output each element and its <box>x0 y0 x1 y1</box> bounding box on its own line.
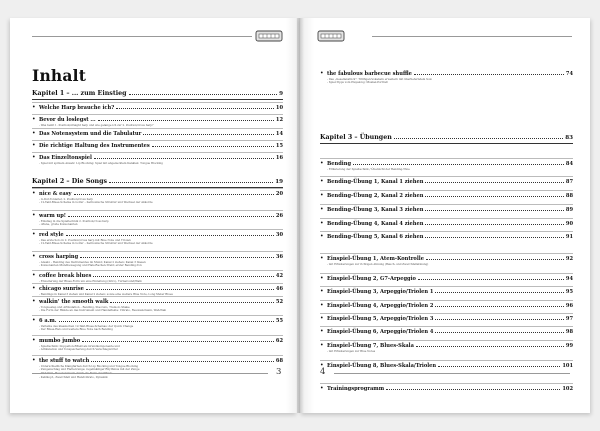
toc-title: Bending <box>327 161 352 167</box>
toc-title: Einspiel-Übung 3, Arpeggio/Triolen 1 <box>327 289 434 295</box>
toc-title: Bending-Übung 3, Kanal 3 ziehen <box>327 207 424 213</box>
dot-leader <box>386 388 560 390</box>
toc-page-number: 19 <box>275 179 283 185</box>
divider <box>320 340 573 341</box>
dot-leader <box>414 73 564 75</box>
toc-page-number: 20 <box>275 191 283 197</box>
left-page <box>10 18 297 413</box>
toc-page-number: 102 <box>562 386 573 392</box>
bullet-icon: • <box>320 288 324 295</box>
toc-page-number: 87 <box>565 179 573 185</box>
toc-page-number: 30 <box>275 232 283 238</box>
chapter-rule <box>320 143 573 144</box>
divider <box>320 190 573 191</box>
toc-title: Einspiel-Übung 4, Arpeggio/Triolen 2 <box>327 303 434 309</box>
harmonica-icon <box>316 27 346 45</box>
bullet-icon: • <box>320 70 324 77</box>
toc-subtitle: - 12-Takt-Blues-Schema in G-Dur – harmonische Struktur und Wechsel der Akkorde <box>39 241 153 246</box>
toc-entry[interactable] <box>320 234 573 240</box>
toc-subtitle: - Wah-Wah, Resonanzraum durch die Form der Hände <box>39 370 113 375</box>
toc-subtitle: - Das erste Solo in 2. Position/cross harp mit Blue Note und Triolen <box>39 237 131 242</box>
dot-leader <box>425 209 563 211</box>
bullet-icon: • <box>320 328 324 335</box>
dot-leader <box>394 137 563 139</box>
toc-subtitle: - Zungenschlag und Flatterzunge; regelmäßiger Rhythmus mit der Zunge <box>39 367 140 372</box>
toc-title: Bending-Übung 2, Kanal 2 ziehen <box>327 193 424 199</box>
toc-page-number: 42 <box>275 273 283 279</box>
dot-leader <box>418 278 564 280</box>
divider <box>32 152 283 153</box>
divider <box>320 231 573 232</box>
page-number: 4 <box>320 367 326 377</box>
divider <box>32 315 283 316</box>
dot-leader <box>82 340 274 342</box>
toc-title: warm up! <box>39 213 67 219</box>
divider <box>320 326 573 327</box>
toc-subtitle: - Was heißt 1. Position/straight harp und wie gelange ich zur 2. Position/cross harp? <box>39 122 154 127</box>
toc-title: Die richtige Haltung des Instrumentes <box>39 143 150 149</box>
dot-leader <box>129 93 278 95</box>
bullet-icon: • <box>32 130 36 137</box>
divider <box>320 313 573 314</box>
bullet-icon: • <box>32 190 36 197</box>
toc-page-number: 26 <box>275 213 283 219</box>
toc-entry[interactable] <box>32 131 283 137</box>
toc-subtitle: - Tongueslap und Artikulation – Bending, Staccato, Tremolo Shake <box>39 304 130 309</box>
toc-title: Kapitel 3 – Übungen <box>320 134 392 141</box>
toc-subtitle: - Spieltechnik: Doppelton-Effekt als Grundkomponente und <box>39 343 120 348</box>
toc-chapter[interactable] <box>32 91 283 98</box>
dot-leader <box>116 107 274 109</box>
toc-page-number: 16 <box>275 155 283 161</box>
toc-title: coffee break blues <box>39 273 92 279</box>
dot-leader <box>152 145 274 147</box>
bullet-icon: • <box>32 357 36 364</box>
toc-title: Bending-Übung 1, Kanal 1 ziehen <box>327 179 424 185</box>
toc-subtitle: - Artikulation und Tonspeicherung durch Verschlagwörter <box>39 347 118 352</box>
divider <box>32 188 283 189</box>
bullet-icon: • <box>320 220 324 227</box>
dot-leader <box>425 236 563 238</box>
bullet-icon: • <box>320 302 324 309</box>
toc-page-number: 96 <box>565 303 573 309</box>
toc-page-number: 9 <box>279 91 283 97</box>
harmonica-icon <box>254 27 284 45</box>
toc-title: Kapitel 2 – Die Songs <box>32 178 108 185</box>
divider <box>320 360 573 361</box>
dot-leader <box>435 331 564 333</box>
divider <box>32 251 283 252</box>
toc-subtitle: - mit Erläuterungen zur richtigen Atmung (Bauch- und Zwerchfellatmung) <box>327 261 429 266</box>
dot-leader <box>93 275 274 277</box>
dot-leader <box>66 234 274 236</box>
toc-entry[interactable] <box>320 329 573 335</box>
divider <box>32 128 283 129</box>
bullet-icon: • <box>320 275 324 282</box>
bullet-icon: • <box>32 272 36 279</box>
toc-title: Einspiel-Übung 1, Atem-Kontrolle <box>327 256 424 262</box>
toc-subtitle: - Erweiterung der Blues-Form um eine Einleitung (Intro), Turnaround/Walk <box>39 278 142 283</box>
divider <box>320 176 573 177</box>
divider <box>32 283 283 284</box>
bullet-icon: • <box>32 231 36 238</box>
toc-page-number: 92 <box>565 256 573 262</box>
dot-leader <box>425 223 563 225</box>
toc-page-number: 52 <box>275 299 283 305</box>
toc-title: Bending-Übung 4, Kanal 4 ziehen <box>327 221 424 227</box>
divider <box>32 335 283 336</box>
bullet-icon: • <box>320 160 324 167</box>
dot-leader <box>435 318 564 320</box>
dot-leader <box>91 360 274 362</box>
dot-leader <box>109 181 273 183</box>
divider <box>32 296 283 297</box>
toc-title: Welche Harp brauche ich? <box>39 105 115 111</box>
toc-subtitle: - Die Form der Hände an das Instrument und Handeffekte: Vibrato, Resonanzraum, Wah-Wah <box>39 308 167 313</box>
toc-entry[interactable] <box>320 179 573 185</box>
divider <box>32 355 283 356</box>
toc-subtitle: - Spiel-Tipps vom Playalong: Muskel-Portrait <box>327 80 388 85</box>
bullet-icon: • <box>320 385 324 392</box>
toc-title: chicago sunrise <box>39 286 84 292</box>
toc-entry[interactable] <box>320 221 573 227</box>
dot-leader <box>68 215 274 217</box>
toc-page-number: 97 <box>565 316 573 322</box>
toc-title: Bevor du loslegst ... <box>39 117 96 123</box>
dot-leader <box>425 195 563 197</box>
toc-subtitle: - Das „Gesellenstück": Trillfigen-Vokabeln erweitern mit überlieferndem Solo <box>327 76 433 81</box>
bullet-icon: • <box>320 178 324 185</box>
toc-page-number: 10 <box>275 105 283 111</box>
dot-leader <box>94 157 274 159</box>
toc-page-number: 55 <box>275 318 283 324</box>
toc-page-number: 74 <box>565 71 573 77</box>
toc-subtitle: - 12-Takt-Blues-Schema in G-Dur – harmonische Struktur und Wechsel der Akkorde <box>39 200 153 205</box>
bullet-icon: • <box>32 212 36 219</box>
toc-entry[interactable] <box>320 276 573 282</box>
divider <box>32 229 283 230</box>
toc-title: Einspiel-Übung 5, Arpeggio/Triolen 3 <box>327 316 434 322</box>
toc-title: Das Einzeltonspiel <box>39 155 92 161</box>
divider <box>320 286 573 287</box>
toc-page-number: 98 <box>565 329 573 335</box>
dot-leader <box>353 163 564 165</box>
toc-page-number: 99 <box>565 343 573 349</box>
toc-page-number: 12 <box>275 117 283 123</box>
toc-title: Einspiel-Übung 7, Blues-Skala <box>327 343 414 349</box>
bullet-icon: • <box>320 192 324 199</box>
toc-entry[interactable] <box>32 143 283 149</box>
bullet-icon: • <box>32 253 36 260</box>
dot-leader <box>74 193 274 195</box>
toc-entry[interactable] <box>320 303 573 309</box>
toc-entry[interactable] <box>320 386 573 392</box>
dot-leader <box>86 288 274 290</box>
toc-title: Einspiel-Übung 8, Blues-Skala/Triolen <box>327 363 437 369</box>
page-title: Inhalt <box>32 66 87 85</box>
bullet-icon: • <box>320 233 324 240</box>
toc-subtitle: - offene, große Konsonanten <box>39 222 78 227</box>
toc-subtitle: - G-Dur-Tonleiter, 2. Position/cross harp <box>39 196 93 201</box>
bullet-icon: • <box>320 206 324 213</box>
toc-entry[interactable] <box>320 363 573 369</box>
bullet-icon: • <box>32 285 36 292</box>
divider <box>32 140 283 141</box>
toc-subtitle: - Ansatz – Bending des Instrumentes im Mund; Kanal 2 ziehen; Kanal 3 blasen <box>39 259 146 264</box>
bullet-icon: • <box>32 298 36 305</box>
dot-leader <box>425 181 563 183</box>
bullet-icon: • <box>320 255 324 262</box>
toc-page-number: 62 <box>275 338 283 344</box>
toc-subtitle: - Kehlkopf-, Zwerchfell und Handvibrato, Dynamik <box>39 374 108 379</box>
toc-title: 6 a.m. <box>39 318 57 324</box>
toc-title: walkin’ the smooth walk <box>39 299 109 305</box>
dot-leader <box>416 345 564 347</box>
dot-leader <box>59 320 274 322</box>
bullet-icon: • <box>320 342 324 349</box>
toc-page-number: 91 <box>565 234 573 240</box>
toc-subtitle: - Unterschiedliche Klangfarben durch Lip Blocking und Tongue Blocking <box>39 363 139 368</box>
right-page <box>300 18 590 413</box>
toc-title: red style <box>39 232 64 238</box>
divider <box>320 218 573 219</box>
page-number: 3 <box>276 367 282 377</box>
footer-rule <box>334 373 570 374</box>
toc-subtitle: - Erläuterung der Spieltechnik / Übersicht der Bending-Töne <box>327 166 410 171</box>
toc-title: the stuff to watch <box>39 358 90 364</box>
dot-leader <box>435 305 564 307</box>
dot-leader <box>438 365 560 367</box>
bullet-icon: • <box>32 104 36 111</box>
header-rule <box>32 36 252 37</box>
toc-subtitle: - mit Erläuterungen zur Blue Notes <box>327 348 376 353</box>
toc-entry[interactable] <box>320 193 573 199</box>
bullet-icon: • <box>32 337 36 344</box>
toc-page-number: 83 <box>565 135 573 141</box>
toc-page-number: 101 <box>562 363 573 369</box>
toc-subtitle: - Variante des klassischen 12-Takt-Blues-Schemas: der Quick Change <box>39 323 134 328</box>
toc-title: nice & easy <box>39 191 72 197</box>
toc-title: Einspiel-Übung 2, G7-Arpeggio <box>327 276 416 282</box>
toc-page-number: 94 <box>565 276 573 282</box>
divider <box>32 270 283 271</box>
toc-entry[interactable] <box>320 316 573 322</box>
toc-title: Das Notensystem und die Tabulatur <box>39 131 142 137</box>
toc-page-number: 68 <box>275 358 283 364</box>
header-rule <box>372 36 572 37</box>
toc-page-number: 46 <box>275 286 283 292</box>
toc-subtitle: - Konsonanten Mundbewegung und Hals-Rachen-Trakt; erster Bending-Ton <box>39 263 142 268</box>
divider <box>320 158 573 159</box>
toc-title: Einspiel-Übung 6, Arpeggio/Triolen 4 <box>327 329 434 335</box>
divider <box>320 253 573 254</box>
bullet-icon: • <box>320 315 324 322</box>
toc-page-number: 89 <box>565 207 573 213</box>
toc-title: mumbo jumbo <box>39 338 81 344</box>
toc-subtitle: - Spiel mit spitzem Ansatz: Lip Blocking; Spiel mit abgedecktem Kanälen: Tongue Blocking <box>39 160 163 165</box>
toc-title: Trainingsprogramm <box>327 386 385 392</box>
toc-chapter[interactable] <box>320 135 573 142</box>
dot-leader <box>110 301 273 303</box>
divider <box>320 300 573 301</box>
toc-entry[interactable] <box>32 105 283 111</box>
bullet-icon: • <box>320 362 324 369</box>
divider <box>32 210 283 211</box>
divider <box>32 114 283 115</box>
bullet-icon: • <box>32 154 36 161</box>
toc-page-number: 88 <box>565 193 573 199</box>
toc-page-number: 95 <box>565 289 573 295</box>
toc-subtitle: - Einstieg in die Spieltechnik 2. Position/cross harp <box>39 218 109 223</box>
toc-title: Bending-Übung 5, Kanal 6 ziehen <box>327 234 424 240</box>
toc-title: cross harping <box>39 254 79 260</box>
toc-title: Kapitel 1 – ... zum Einstieg <box>32 90 127 97</box>
toc-page-number: 84 <box>565 161 573 167</box>
divider <box>32 102 283 103</box>
toc-subtitle: - Der Blues-Halo und weitere Blue Note nach Bending <box>39 327 113 332</box>
divider <box>320 273 573 274</box>
dot-leader <box>435 291 564 293</box>
divider <box>320 204 573 205</box>
dot-leader <box>426 258 564 260</box>
toc-entry[interactable] <box>320 289 573 295</box>
dot-leader <box>98 119 274 121</box>
bullet-icon: • <box>32 142 36 149</box>
chapter-rule <box>32 99 283 100</box>
toc-page-number: 15 <box>275 143 283 149</box>
toc-page-number: 36 <box>275 254 283 260</box>
bullet-icon: • <box>32 317 36 324</box>
toc-page-number: 90 <box>565 221 573 227</box>
toc-title: the fabulous barbecue shuffle <box>327 71 412 77</box>
toc-entry[interactable] <box>320 207 573 213</box>
dot-leader <box>80 256 274 258</box>
bullet-icon: • <box>32 116 36 123</box>
dot-leader <box>143 133 274 135</box>
toc-chapter[interactable] <box>32 179 283 186</box>
divider <box>320 383 573 384</box>
toc-subtitle: - Bendings in Kanal 3 ziehen und Kanal 2 ziehen; sowie eine weitere Blue Note, Long Meter Blues <box>39 291 173 296</box>
toc-page-number: 14 <box>275 131 283 137</box>
